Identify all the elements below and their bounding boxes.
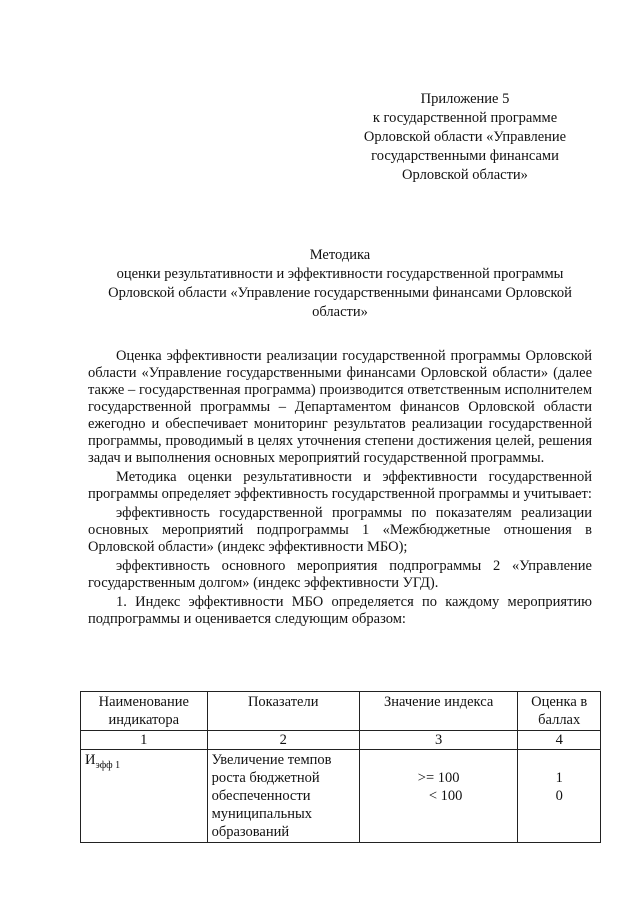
header-index-value: Значение индекса: [359, 692, 518, 731]
index-value: >= 100: [417, 770, 460, 786]
indicator-symbol: [85, 751, 120, 775]
value-cell: [359, 750, 518, 843]
column-number: 4: [518, 731, 601, 750]
appendix-line: Орловской области»: [402, 167, 528, 183]
header-score: Оценка в баллах: [518, 692, 601, 731]
header-metrics: Показатели: [207, 692, 359, 731]
table-numbering-row: [81, 731, 601, 750]
paragraph: эффективность государственной программы по показателям реализации основных мероприятий подпрограммы 1 «Межбюджетные отношения в Орловской области» (индекс эффективности МБО);: [88, 505, 592, 555]
title-line: Орловской области «Управление государственными финансами Орловской: [108, 285, 572, 301]
indicator-subscript: эфф 1: [95, 759, 121, 771]
paragraph: 1. Индекс эффективности МБО определяется по каждому мероприятию подпрограммы и оценивается следующим образом:: [88, 594, 592, 627]
appendix-line: Орловской области «Управление: [363, 129, 567, 145]
score-value: 0: [555, 788, 563, 804]
appendix-heading: [340, 90, 590, 185]
paragraph: Оценка эффективности реализации государственной программы Орловской области «Управление государственными финансами Орловской области» (далее также – государственная программа) производится ответственным исполнителем государственной программы – Департаментом финансов Орловской области ежегодно и обеспечивает мониторинг результатов реализации государственной программы, проводимый в целях уточнения степени достижения целей, решения задач и выполнения основных мероприятий государственной программы.: [88, 348, 592, 466]
description-cell: Увеличение темпов роста бюджетной обеспеченности муниципальных образований: [207, 750, 359, 843]
column-number: 1: [81, 731, 208, 750]
title-line: области»: [312, 304, 368, 320]
title-line: Методика: [309, 247, 371, 263]
appendix-line: государственными финансами: [371, 148, 559, 164]
title-line: оценки результативности и эффективности государственной программы: [116, 266, 564, 282]
appendix-line: Приложение 5: [420, 91, 510, 107]
score-value: 1: [555, 770, 563, 786]
indicator-main: И: [85, 752, 96, 768]
column-number: 2: [207, 731, 359, 750]
document-body: [88, 348, 592, 630]
column-number: 3: [359, 731, 518, 750]
header-indicator-name: Наименование индикатора: [81, 692, 208, 731]
paragraph: Методика оценки результативности и эффективности государственной программы определяет эффективность государственной программы и учитывает:: [88, 469, 592, 502]
indicator-table: [80, 691, 601, 843]
table-row: [81, 750, 601, 843]
table-header-row: [81, 692, 601, 731]
document-title: [88, 246, 592, 322]
paragraph: эффективность основного мероприятия подпрограммы 2 «Управление государственным долгом» (индекс эффективности УГД).: [88, 558, 592, 591]
indicator-cell: [81, 750, 208, 843]
index-value: < 100: [428, 788, 463, 804]
appendix-line: к государственной программе: [372, 110, 558, 126]
score-cell: [518, 750, 601, 843]
